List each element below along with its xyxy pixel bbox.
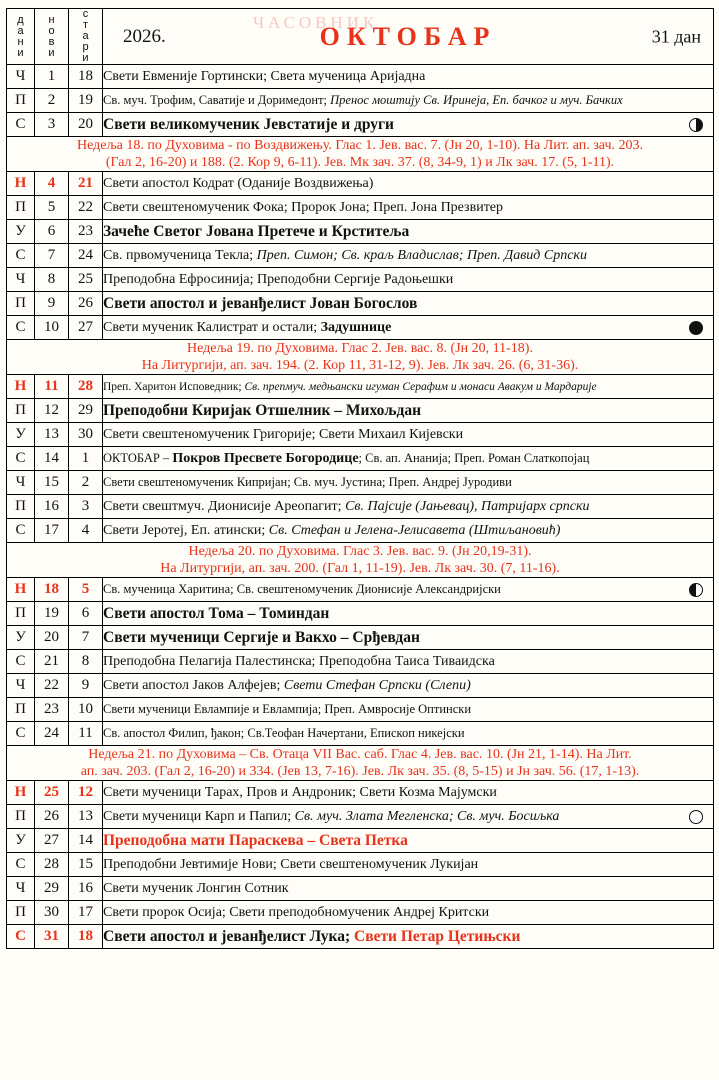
new-style-date-cell: 1	[35, 65, 69, 89]
saints-text-cell: Св. првомученица Текла; Преп. Симон; Св. краљ Владислав; Преп. Давид Српски	[103, 244, 714, 268]
old-style-date-cell: 5	[69, 578, 103, 602]
weekday-cell: П	[7, 495, 35, 519]
weekday-cell: С	[7, 853, 35, 877]
col-header-novi: н о в и	[35, 9, 69, 65]
table-row[interactable]	[7, 602, 714, 626]
old-style-date-cell: 7	[69, 626, 103, 650]
new-style-date-cell: 17	[35, 519, 69, 543]
old-style-date-cell: 18	[69, 65, 103, 89]
weekday-cell: П	[7, 292, 35, 316]
moon-phase-icon	[689, 583, 703, 597]
table-row[interactable]	[7, 65, 714, 89]
new-style-date-cell: 8	[35, 268, 69, 292]
saints-text-cell: Св. муч. Трофим, Саватије и Доримедонт; Пренос моштију Св. Иринеја, Еп. бачког и муч. Бачких	[103, 89, 714, 113]
old-style-date-cell: 10	[69, 698, 103, 722]
new-style-date-cell: 30	[35, 901, 69, 925]
weekday-cell: Н	[7, 172, 35, 196]
table-row[interactable]	[7, 292, 714, 316]
table-row[interactable]	[7, 268, 714, 292]
old-style-date-cell: 4	[69, 519, 103, 543]
saints-text-cell: Свети свештеномученик Кипријан; Св. муч. Јустина; Преп. Андреј Јуродиви	[103, 471, 714, 495]
weekday-cell: У	[7, 423, 35, 447]
calendar-header-row	[7, 9, 714, 65]
weekday-cell: С	[7, 722, 35, 746]
saints-text-cell: Свети великомученик Јевстатије и други	[103, 113, 714, 137]
old-style-date-cell: 2	[69, 471, 103, 495]
table-row[interactable]	[7, 471, 714, 495]
old-style-date-cell: 8	[69, 650, 103, 674]
weekday-cell: Ч	[7, 674, 35, 698]
saints-text-cell: Свети Евменије Гортински; Света мученица Аријадна	[103, 65, 714, 89]
new-style-date-cell: 22	[35, 674, 69, 698]
weekday-cell: П	[7, 805, 35, 829]
saints-text-cell: Свети пророк Осија; Свети преподобномученик Андреј Критски	[103, 901, 714, 925]
saints-text-cell: Свети мученици Евлампије и Евлампија; Преп. Амвросије Оптински	[103, 698, 714, 722]
table-row[interactable]	[7, 316, 714, 340]
moon-phase-icon	[689, 321, 703, 335]
saints-text-cell: Свети апостол Тома – Томиндан	[103, 602, 714, 626]
old-style-date-cell: 1	[69, 447, 103, 471]
weekday-cell: У	[7, 220, 35, 244]
old-style-date-cell: 15	[69, 853, 103, 877]
new-style-date-cell: 29	[35, 877, 69, 901]
new-style-date-cell: 2	[35, 89, 69, 113]
table-row[interactable]	[7, 519, 714, 543]
weekday-cell: С	[7, 244, 35, 268]
saints-text-cell: Свети апостол и јеванђелист Лука; Свети Петар Цетињски	[103, 925, 714, 949]
new-style-date-cell: 9	[35, 292, 69, 316]
weekly-note-text: Недеља 21. по Духовима – Св. Отаца VII Вас. саб. Глас 4. Јев. вас. 10. (Јн 21, 1-14). На Лит. ап. зач. 203. (Гал 2, 16-20) и 334. (Јев 13, 7-16). Јев. Лк зач. 35. (8, 5-15) и Јн зач. 56. (17, 1-13).	[7, 746, 714, 781]
weekday-cell: Ч	[7, 268, 35, 292]
new-style-date-cell: 16	[35, 495, 69, 519]
table-row[interactable]	[7, 495, 714, 519]
table-row[interactable]	[7, 375, 714, 399]
weekday-cell: Н	[7, 578, 35, 602]
saints-text-cell: ОКТОБАР – Покров Пресвете Богородице; Св. ап. Ананија; Преп. Роман Слаткопојац	[103, 447, 714, 471]
old-style-date-cell: 19	[69, 89, 103, 113]
watermark-text: ЧАСОВНИК	[253, 13, 379, 32]
table-row[interactable]	[7, 829, 714, 853]
weekly-note-text: Недеља 18. по Духовима - по Воздвижењу. Глас 1. Јев. вас. 7. (Јн 20, 1-10). На Лит. ап. зач. 203. (Гал 2, 16-20) и 188. (2. Кор 9, 6-11). Јев. Мк зач. 37. (8, 34-9, 1) и Лк зач. 17. (5, 1-11).	[7, 137, 714, 172]
table-row[interactable]	[7, 578, 714, 602]
old-style-date-cell: 16	[69, 877, 103, 901]
table-row[interactable]	[7, 399, 714, 423]
table-row[interactable]	[7, 877, 714, 901]
table-row[interactable]	[7, 853, 714, 877]
table-row[interactable]	[7, 781, 714, 805]
weekday-cell: У	[7, 626, 35, 650]
new-style-date-cell: 21	[35, 650, 69, 674]
new-style-date-cell: 23	[35, 698, 69, 722]
weekday-cell: С	[7, 925, 35, 949]
weekday-cell: П	[7, 89, 35, 113]
weekday-cell: С	[7, 113, 35, 137]
old-style-date-cell: 24	[69, 244, 103, 268]
saints-text-cell: Преподобни Киријак Отшелник – Михољдан	[103, 399, 714, 423]
weekday-cell: Ч	[7, 471, 35, 495]
saints-text-cell: Свети свештеномученик Фока; Пророк Јона; Преп. Јона Презвитер	[103, 196, 714, 220]
new-style-date-cell: 4	[35, 172, 69, 196]
weekday-cell: Ч	[7, 65, 35, 89]
old-style-date-cell: 28	[69, 375, 103, 399]
table-row[interactable]	[7, 805, 714, 829]
old-style-date-cell: 18	[69, 925, 103, 949]
old-style-date-cell: 20	[69, 113, 103, 137]
saints-text-cell: Свети Јеротеј, Еп. атински; Св. Стефан и Јелена-Јелисавета (Штиљановић)	[103, 519, 714, 543]
new-style-date-cell: 5	[35, 196, 69, 220]
weekday-cell: С	[7, 316, 35, 340]
new-style-date-cell: 3	[35, 113, 69, 137]
moon-phase-icon	[689, 118, 703, 132]
table-row[interactable]	[7, 650, 714, 674]
weekday-cell: Н	[7, 375, 35, 399]
weekly-note-text: Недеља 20. по Духовима. Глас 3. Јев. вас. 9. (Јн 20,19-31). На Литургији, ап. зач. 200. (Гал 1, 11-19). Јев. Лк зач. 30. (7, 11-16).	[7, 543, 714, 578]
weekday-cell: П	[7, 399, 35, 423]
saints-text-cell: Свети апостол Јаков Алфејев; Свети Стефан Српски (Слепи)	[103, 674, 714, 698]
saints-text-cell: Свети мученици Сергије и Вакхо – Срђевдан	[103, 626, 714, 650]
table-row[interactable]	[7, 244, 714, 268]
saints-text-cell: Св. мученица Харитина; Св. свештеномученик Дионисије Александријски	[103, 578, 714, 602]
table-row[interactable]	[7, 196, 714, 220]
table-row[interactable]	[7, 925, 714, 949]
year-label: 2026.	[123, 25, 166, 47]
new-style-date-cell: 24	[35, 722, 69, 746]
saints-text-cell: Свети апостол и јеванђелист Јован Богослов	[103, 292, 714, 316]
weekly-note-row	[7, 137, 714, 172]
saints-text-cell: Преподобна Ефросинија; Преподобни Сергије Радоњешки	[103, 268, 714, 292]
old-style-date-cell: 21	[69, 172, 103, 196]
old-style-date-cell: 27	[69, 316, 103, 340]
saints-text-cell: Свети мученици Карп и Папил; Св. муч. Злата Мегленска; Св. муч. Босиљка	[103, 805, 714, 829]
new-style-date-cell: 7	[35, 244, 69, 268]
saints-text-cell: Преподобна мати Параскева – Света Петка	[103, 829, 714, 853]
saints-text-cell: Свети мученик Калистрат и остали; Задушнице	[103, 316, 714, 340]
col-header-dani: д а н и	[7, 9, 35, 65]
table-row[interactable]	[7, 113, 714, 137]
old-style-date-cell: 12	[69, 781, 103, 805]
old-style-date-cell: 11	[69, 722, 103, 746]
saints-text-cell: Зачеће Светог Јована Претече и Крститеља	[103, 220, 714, 244]
new-style-date-cell: 10	[35, 316, 69, 340]
old-style-date-cell: 30	[69, 423, 103, 447]
new-style-date-cell: 31	[35, 925, 69, 949]
old-style-date-cell: 14	[69, 829, 103, 853]
old-style-date-cell: 23	[69, 220, 103, 244]
new-style-date-cell: 12	[35, 399, 69, 423]
new-style-date-cell: 18	[35, 578, 69, 602]
table-row[interactable]	[7, 423, 714, 447]
days-count-label: 31 дан	[651, 26, 701, 46]
saints-text-cell: Преподобни Јевтимије Нови; Свети свештеномученик Лукијан	[103, 853, 714, 877]
weekday-cell: Н	[7, 781, 35, 805]
weekly-note-row	[7, 746, 714, 781]
old-style-date-cell: 25	[69, 268, 103, 292]
weekday-cell: П	[7, 196, 35, 220]
old-style-date-cell: 29	[69, 399, 103, 423]
saints-text-cell: Свети свештмуч. Дионисије Ареопагит; Св. Пајсије (Јањевац), Патријарх српски	[103, 495, 714, 519]
table-row[interactable]	[7, 447, 714, 471]
table-row[interactable]	[7, 722, 714, 746]
weekday-cell: С	[7, 650, 35, 674]
saints-text-cell: Свети апостол Кодрат (Оданије Воздвижења)	[103, 172, 714, 196]
old-style-date-cell: 26	[69, 292, 103, 316]
weekly-note-row	[7, 340, 714, 375]
old-style-date-cell: 3	[69, 495, 103, 519]
new-style-date-cell: 25	[35, 781, 69, 805]
weekly-note-row	[7, 543, 714, 578]
old-style-date-cell: 17	[69, 901, 103, 925]
table-row[interactable]	[7, 220, 714, 244]
new-style-date-cell: 27	[35, 829, 69, 853]
weekday-cell: П	[7, 698, 35, 722]
calendar-table	[6, 8, 714, 949]
table-row[interactable]	[7, 172, 714, 196]
old-style-date-cell: 13	[69, 805, 103, 829]
new-style-date-cell: 13	[35, 423, 69, 447]
saints-text-cell: Преп. Харитон Исповедник; Св. препмуч. медњански игуман Серафим и монаси Авакум и Мардарије	[103, 375, 714, 399]
moon-phase-icon	[689, 810, 703, 824]
new-style-date-cell: 20	[35, 626, 69, 650]
weekday-cell: У	[7, 829, 35, 853]
col-header-stari: с т а р и	[69, 9, 103, 65]
new-style-date-cell: 26	[35, 805, 69, 829]
table-row[interactable]	[7, 626, 714, 650]
table-row[interactable]	[7, 698, 714, 722]
old-style-date-cell: 6	[69, 602, 103, 626]
weekly-note-text: Недеља 19. по Духовима. Глас 2. Јев. вас. 8. (Јн 20, 11-18). На Литургији, ап. зач. 194. (2. Кор 11, 31-12, 9). Јев. Лк зач. 26. (6, 31-36).	[7, 340, 714, 375]
saints-text-cell: Свети свештеномученик Григорије; Свети Михаил Кијевски	[103, 423, 714, 447]
new-style-date-cell: 28	[35, 853, 69, 877]
table-row[interactable]	[7, 901, 714, 925]
table-row[interactable]	[7, 674, 714, 698]
new-style-date-cell: 15	[35, 471, 69, 495]
new-style-date-cell: 19	[35, 602, 69, 626]
month-title-cell	[103, 9, 714, 65]
old-style-date-cell: 9	[69, 674, 103, 698]
weekday-cell: Ч	[7, 877, 35, 901]
saints-text-cell: Св. апостол Филип, ђакон; Св.Теофан Начертани, Епископ никејски	[103, 722, 714, 746]
weekday-cell: П	[7, 602, 35, 626]
new-style-date-cell: 6	[35, 220, 69, 244]
new-style-date-cell: 11	[35, 375, 69, 399]
new-style-date-cell: 14	[35, 447, 69, 471]
month-label: ОКТОБАР	[319, 21, 497, 51]
saints-text-cell: Преподобна Пелагија Палестинска; Преподобна Таиса Тиваидска	[103, 650, 714, 674]
weekday-cell: П	[7, 901, 35, 925]
saints-text-cell: Свети мученици Тарах, Пров и Андроник; Свети Козма Мајумски	[103, 781, 714, 805]
saints-text-cell: Свети мученик Лонгин Сотник	[103, 877, 714, 901]
weekday-cell: С	[7, 447, 35, 471]
weekday-cell: С	[7, 519, 35, 543]
old-style-date-cell: 22	[69, 196, 103, 220]
table-row[interactable]	[7, 89, 714, 113]
